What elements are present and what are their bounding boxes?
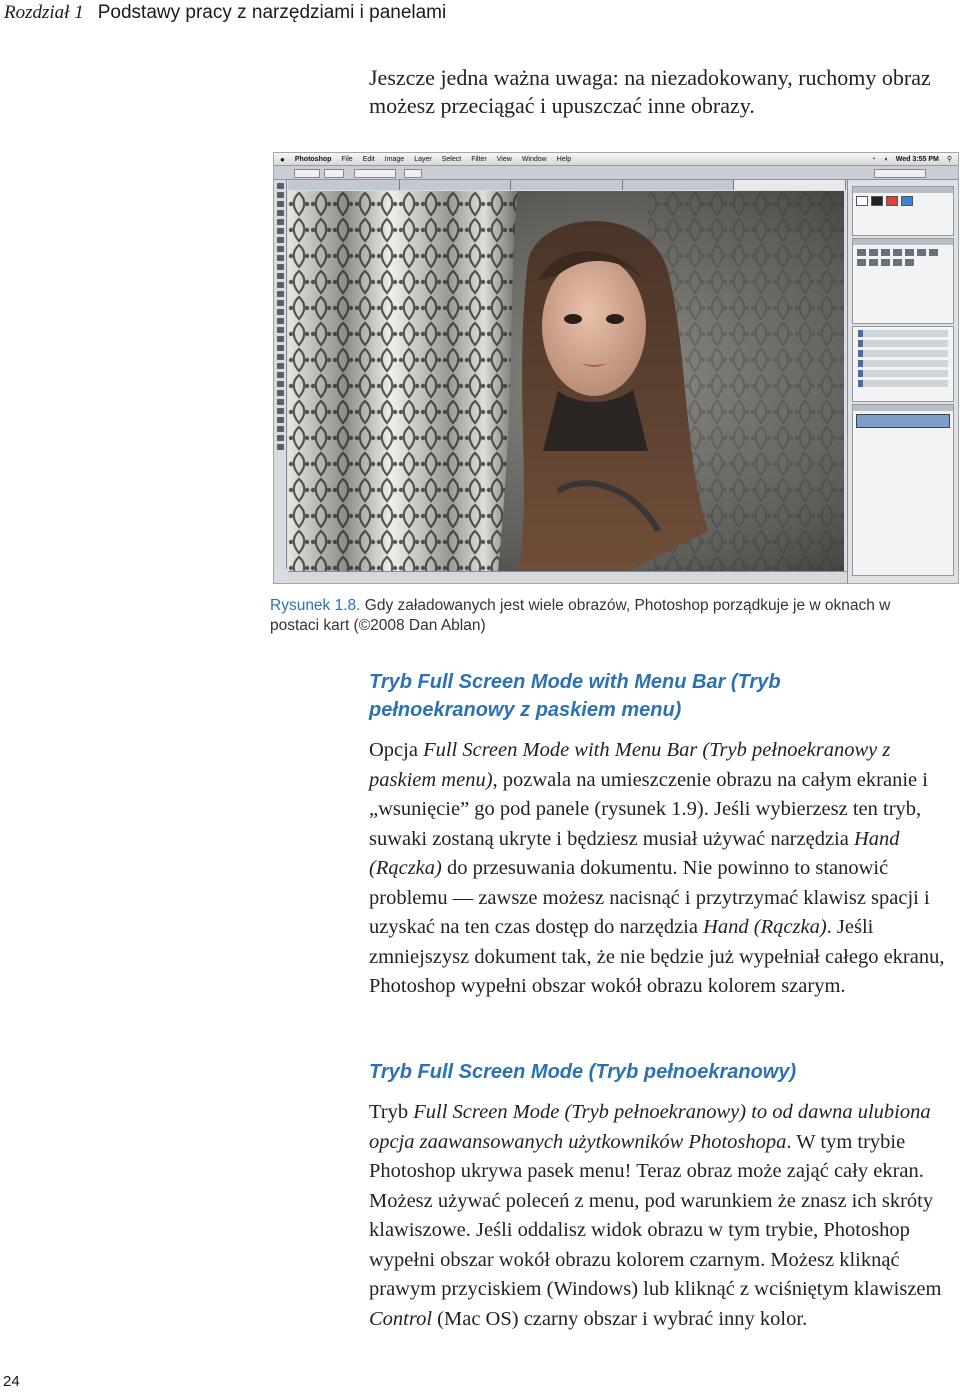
panels-dock	[847, 180, 958, 583]
document-canvas	[288, 191, 844, 571]
section-heading: Tryb Full Screen Mode with Menu Bar (Tryb pełnoekranowy z paskiem menu)	[369, 671, 781, 721]
presets-panel	[852, 326, 954, 402]
document-tabs	[288, 180, 846, 190]
spotlight-icon: ⚲	[946, 156, 952, 163]
document-tab	[400, 180, 512, 190]
document-tab	[511, 180, 623, 190]
document-tab	[623, 180, 735, 190]
status-bar	[288, 571, 846, 583]
menubar-item: Help	[556, 155, 572, 163]
apple-icon: ●	[280, 154, 285, 164]
page-number: 24	[3, 1373, 20, 1390]
intro-paragraph: Jeszcze jedna ważna uwaga: na niezadokowany, ruchomy obraz możesz przeciągać i upuszczać inne obrazy.	[369, 65, 931, 118]
menubar-status-area	[871, 155, 958, 163]
section-paragraph: Opcja Full Screen Mode with Menu Bar (Tryb pełnoekranowy z paskiem menu), pozwala na umieszczenie obrazu na całym ekranie i „wsunięcie” go pod panele (rysunek 1.9). Jeśli wybierzesz ten tryb, suwaki zostaną ukryte i będziesz musiał używać narzędzia Hand (Rączka) do przesuwania dokumentu. Nie powinno to stanowić problemu — zawsze możesz nacisnąć i przytrzymać klawisz spacji i uzyskać na ten czas dostęp do narzędzia Hand (Rączka). Jeśli zmniejszysz dokument tak, że nie będzie już wypełniał całego ekranu, Photoshop wypełni obszar wokół obrazu kolorem szarym.	[369, 739, 945, 997]
section-heading: Tryb Full Screen Mode (Tryb pełnoekranowy)	[369, 1061, 797, 1083]
chapter-title: Podstawy pracy z narzędziami i panelami	[97, 2, 447, 23]
menubar-item: File	[341, 155, 353, 163]
adjustments-panel	[852, 238, 954, 324]
document-tab	[288, 180, 400, 190]
options-bar	[274, 166, 958, 180]
menubar-item: Edit	[362, 155, 375, 163]
menubar-item: Window	[521, 155, 547, 163]
figure-caption	[270, 596, 940, 636]
color-panel	[852, 186, 954, 236]
tools-panel	[274, 180, 287, 569]
figure-photoshop-screenshot	[273, 152, 959, 584]
layers-panel	[852, 404, 954, 576]
running-head	[4, 0, 446, 25]
menubar-item: Layer	[414, 155, 432, 163]
section-paragraph: Tryb Full Screen Mode (Tryb pełnoekranowy) to od dawna ulubiona opcja zaawansowanych użytkowników Photoshopa. W tym trybie Photoshop ukrywa pasek menu! Teraz obraz może zająć cały ekran. Możesz używać poleceń z menu, pod warunkiem że znasz ich skróty klawiszowe. Jeśli oddalisz widok obrazu w tym trybie, Photoshop wypełni obszar wokół obrazu kolorem czarnym. Możesz kliknąć prawym przyciskiem (Windows) lub kliknąć z wciśniętym klawiszem Control (Mac OS) czarny obszar i wybrać inny kolor.	[369, 1101, 942, 1330]
wifi-icon: ◔	[871, 155, 876, 163]
layer-row	[856, 414, 950, 428]
mac-menubar	[274, 153, 958, 166]
menubar-clock: Wed 3:55 PM	[895, 155, 939, 163]
menubar-item: Select	[441, 155, 462, 163]
menubar-item: View	[496, 155, 512, 163]
caption-label: Rysunek 1.8.	[270, 597, 361, 614]
document-tab-active	[734, 180, 846, 190]
menubar-app-name: Photoshop	[294, 155, 332, 163]
chapter-label: Rozdział 1	[4, 2, 84, 23]
volume-icon: ◖	[883, 155, 888, 163]
portrait-photo	[288, 191, 844, 571]
caption-text: Gdy załadowanych jest wiele obrazów, Photoshop porządkuje je w oknach w postaci kart (©2008 Dan Ablan)	[270, 597, 891, 634]
menubar-item: Image	[384, 155, 405, 163]
menubar-item: Filter	[471, 155, 487, 163]
